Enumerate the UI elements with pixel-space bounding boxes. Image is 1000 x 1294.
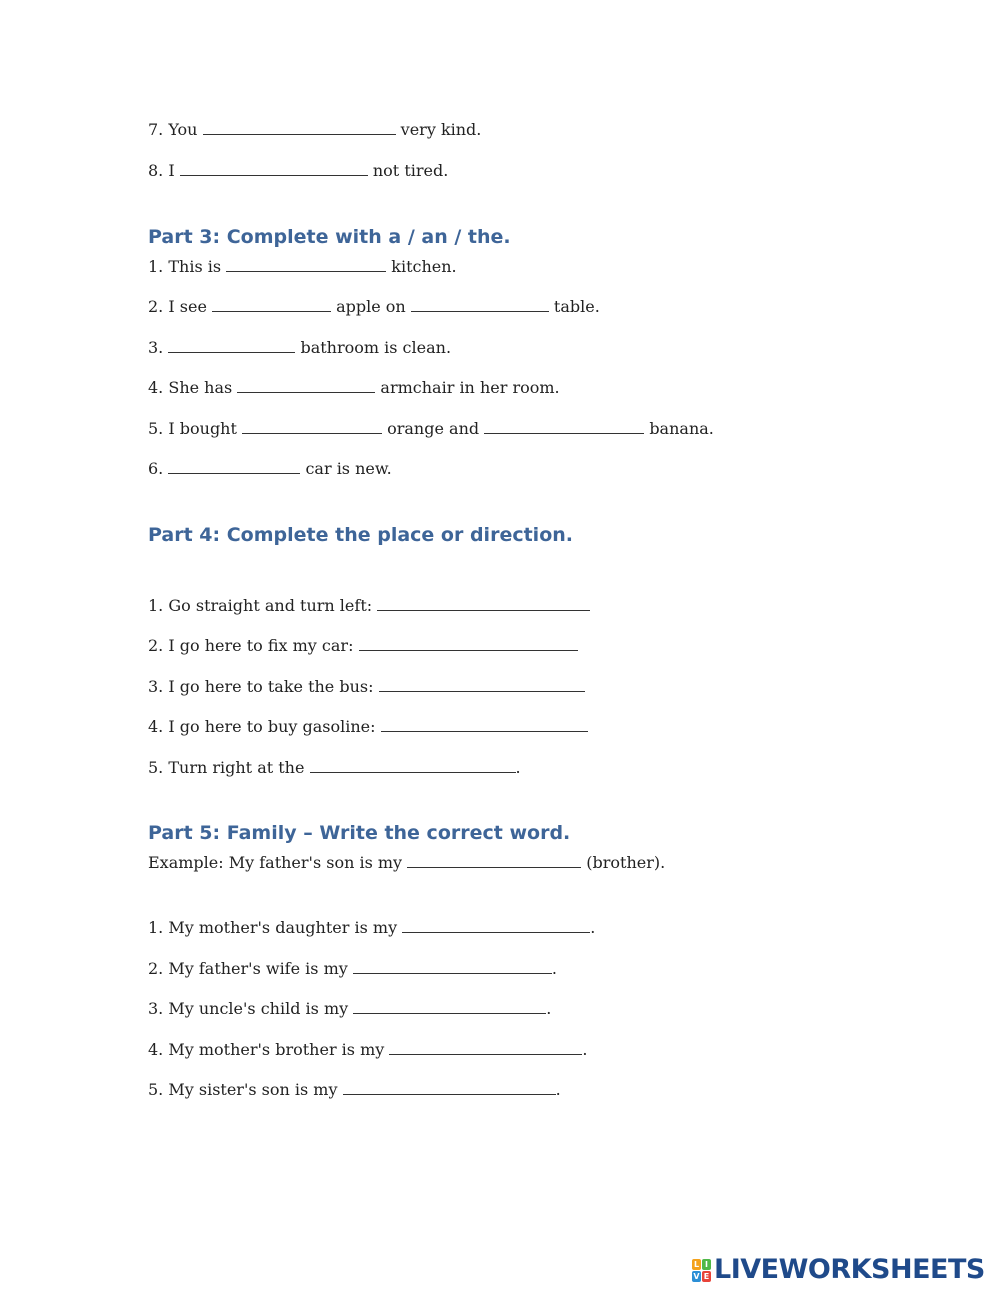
- part2-item-8: [148, 161, 448, 181]
- answer-blank[interactable]: [379, 677, 585, 692]
- item-text: 8. I: [148, 161, 175, 180]
- part4-item-5: [148, 758, 521, 778]
- item-text: armchair in her room.: [380, 378, 560, 397]
- part5-example: [148, 853, 665, 873]
- part4-item-4: [148, 717, 588, 737]
- logo-mark-letter: E: [703, 1271, 710, 1281]
- answer-blank[interactable]: [359, 636, 578, 651]
- item-text: kitchen.: [391, 257, 457, 276]
- answer-blank[interactable]: [389, 1040, 582, 1055]
- logo-mark-icon: [692, 1259, 711, 1282]
- item-text: table.: [553, 297, 600, 316]
- part5-item-3: [148, 999, 551, 1019]
- liveworksheets-logo[interactable]: [692, 1256, 985, 1284]
- answer-blank[interactable]: [242, 419, 382, 434]
- item-text: 5. My sister's son is my: [148, 1080, 338, 1099]
- part5-item-4: [148, 1040, 587, 1060]
- answer-blank[interactable]: [212, 297, 331, 312]
- part4-item-1: [148, 596, 590, 616]
- answer-blank[interactable]: [168, 459, 300, 474]
- logo-mark-letter: I: [702, 1259, 711, 1270]
- part3-item-3: [148, 338, 451, 358]
- item-text: very kind.: [400, 120, 482, 139]
- item-text: 1. My mother's daughter is my: [148, 918, 398, 937]
- answer-blank[interactable]: [353, 999, 546, 1014]
- part3-item-4: [148, 378, 560, 398]
- answer-blank[interactable]: [411, 297, 549, 312]
- item-text: bathroom is clean.: [300, 338, 452, 357]
- part5-item-2: [148, 959, 557, 979]
- part4-item-2: [148, 636, 578, 656]
- item-text: .: [590, 918, 596, 937]
- item-text: .: [582, 1040, 588, 1059]
- item-text: 2. I see: [148, 297, 207, 316]
- item-text: .: [551, 959, 557, 978]
- answer-blank[interactable]: [168, 338, 295, 353]
- answer-blank[interactable]: [377, 596, 590, 611]
- logo-mark-letter: V: [693, 1271, 700, 1281]
- answer-blank[interactable]: [484, 419, 644, 434]
- part3-item-5: [148, 419, 714, 439]
- answer-blank[interactable]: [226, 257, 386, 272]
- answer-blank[interactable]: [310, 758, 516, 773]
- answer-blank[interactable]: [203, 120, 396, 135]
- item-text: 1. Go straight and turn left:: [148, 596, 373, 615]
- part5-item-5: [148, 1080, 561, 1100]
- item-text: .: [515, 758, 521, 777]
- item-text: 5. I bought: [148, 419, 237, 438]
- part5-title: Part 5: Family – Write the correct word.: [148, 822, 571, 844]
- answer-blank[interactable]: [402, 918, 590, 933]
- item-text: 4. She has: [148, 378, 233, 397]
- item-text: not tired.: [372, 161, 449, 180]
- item-text: banana.: [649, 419, 714, 438]
- item-text: 2. I go here to fix my car:: [148, 636, 354, 655]
- item-text: 4. I go here to buy gasoline:: [148, 717, 376, 736]
- answer-blank[interactable]: [353, 959, 552, 974]
- item-text: car is new.: [305, 459, 392, 478]
- item-text: orange and: [387, 419, 480, 438]
- item-text: 3.: [148, 338, 164, 357]
- item-text: apple on: [336, 297, 406, 316]
- logo-text: LIVEWORKSHEETS: [714, 1254, 985, 1285]
- part4-item-3: [148, 677, 585, 697]
- part3-item-2: [148, 297, 600, 317]
- example-text: (brother).: [586, 853, 666, 872]
- item-text: 6.: [148, 459, 164, 478]
- answer-blank[interactable]: [381, 717, 588, 732]
- part4-title: Part 4: Complete the place or direction.: [148, 524, 573, 546]
- part2-item-7: [148, 120, 481, 140]
- part3-title: Part 3: Complete with a / an / the.: [148, 226, 511, 248]
- answer-blank[interactable]: [237, 378, 375, 393]
- logo-mark-letter: L: [693, 1259, 700, 1269]
- item-text: .: [555, 1080, 561, 1099]
- item-text: 2. My father's wife is my: [148, 959, 348, 978]
- item-text: 3. I go here to take the bus:: [148, 677, 374, 696]
- part3-item-6: [148, 459, 392, 479]
- item-text: 5. Turn right at the: [148, 758, 305, 777]
- answer-blank[interactable]: [343, 1080, 556, 1095]
- item-text: 4. My mother's brother is my: [148, 1040, 385, 1059]
- item-text: 7. You: [148, 120, 198, 139]
- item-text: 3. My uncle's child is my: [148, 999, 349, 1018]
- part3-item-1: [148, 257, 457, 277]
- answer-blank[interactable]: [180, 161, 368, 176]
- part5-item-1: [148, 918, 595, 938]
- example-text: Example: My father's son is my: [148, 853, 403, 872]
- item-text: 1. This is: [148, 257, 222, 276]
- item-text: .: [546, 999, 552, 1018]
- example-blank: [407, 853, 581, 868]
